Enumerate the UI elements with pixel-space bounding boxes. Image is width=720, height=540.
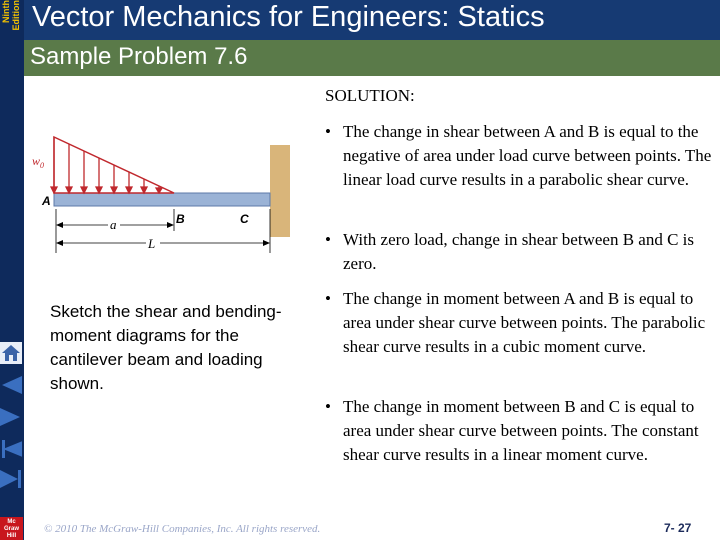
slide-title: Sample Problem 7.6: [30, 43, 248, 70]
edition-line-1: Ninth: [1, 0, 11, 23]
edition-label: [0, 0, 24, 44]
previous-page-icon[interactable]: [0, 438, 22, 460]
mcgraw-hill-logo: Mc Graw Hill: [0, 517, 23, 540]
cantilever-beam-figure: [30, 125, 300, 260]
bullet-dot: •: [325, 289, 331, 308]
label-point-a: A: [42, 194, 51, 208]
solution-bullet: • The change in shear between A and B is equal to the negative of area under load curve between points. The linear load curve results in a parabolic shear curve.: [325, 122, 712, 189]
next-page-icon[interactable]: [0, 468, 22, 490]
home-icon[interactable]: [0, 342, 22, 364]
load-arrows: [51, 137, 162, 193]
label-w0: $w_0$: [32, 154, 45, 170]
header-bar: [24, 0, 720, 40]
forward-icon[interactable]: [0, 406, 22, 428]
label-dim-a: a: [110, 217, 117, 232]
label-dim-l: L: [148, 236, 156, 251]
solution-bullet: • The change in moment between B and C is equal to area under shear curve between points. The constant shear curve results in a linear moment curve.: [325, 397, 699, 464]
problem-statement: Sketch the shear and bending-moment diagrams for the cantilever beam and loading shown.: [50, 302, 282, 393]
bullet-dot: •: [325, 122, 331, 141]
page-number: 7- 27: [664, 521, 692, 535]
beam: [54, 193, 270, 206]
copyright-notice: © 2010 The McGraw-Hill Companies, Inc. All rights reserved.: [44, 523, 321, 535]
sidebar: [0, 0, 24, 540]
book-title: Vector Mechanics for Engineers: Statics: [32, 1, 545, 33]
solution-bullet: • The change in moment between A and B is equal to area under shear curve between points. The parabolic shear curve results in a cubic moment curve.: [325, 289, 706, 356]
bullet-dot: •: [325, 397, 331, 416]
back-icon[interactable]: [0, 374, 22, 396]
edition-line-2: Edition: [11, 0, 21, 31]
solution-bullet: • With zero load, change in shear between B and C is zero.: [325, 230, 695, 273]
dimension-arrowheads: [56, 222, 270, 246]
label-point-c: C: [240, 212, 249, 226]
dimension-lines: [56, 209, 270, 253]
bullet-dot: •: [325, 230, 331, 249]
subheader-bar: [24, 40, 720, 76]
solution-heading: SOLUTION:: [325, 86, 415, 105]
wall-support: [270, 145, 290, 237]
label-point-b: B: [176, 212, 185, 226]
